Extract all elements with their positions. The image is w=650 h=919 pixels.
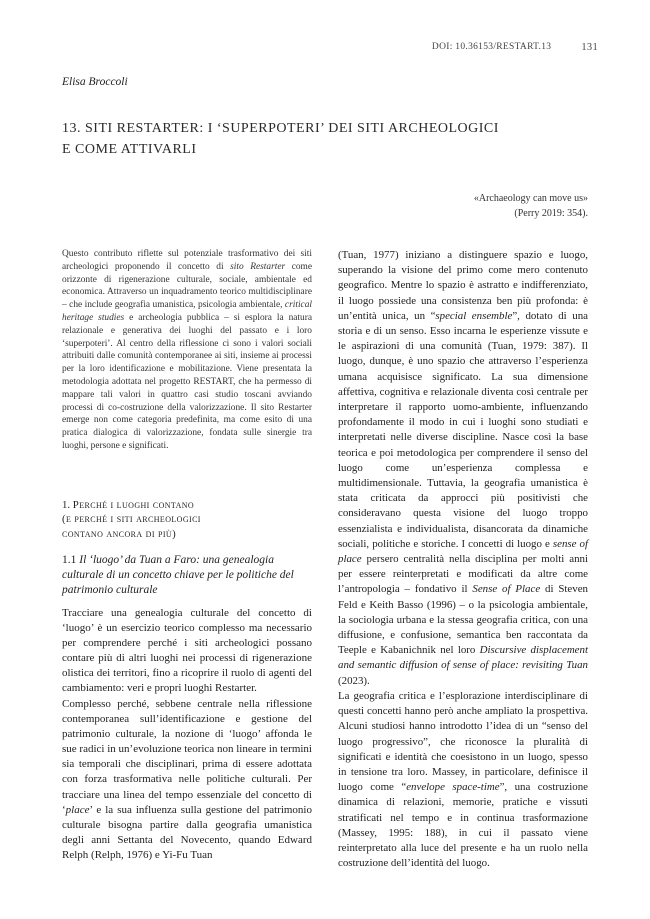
body-text: (2023). — [338, 674, 370, 687]
subsection-number: 1.1 — [62, 554, 80, 567]
body-text: ”, una costruzione dinamica di relazioni, memorie, pratiche e vissuti stratificati nel tempo e in continua trasformazione (Massey, 1995: 188), in cui il passato viene reinterpretato alla luce del presente e ha un ruolo nella costruzione dell’identità del luogo. — [338, 781, 589, 870]
abstract-term: sito Restarter — [230, 261, 286, 272]
body-text: ’ e la sua influenza sulla gestione del patrimonio culturale bisogna partire dalla geografia umanistica degli anni Settanta del Novecento, quando Edward Relph (Relph, 1976) e Yi-Fu Tuan — [62, 803, 312, 862]
subsection-title: Il ‘luogo’ da Tuan a Faro: una genealogia culturale di un concetto chiave per le politiche del patrimonio culturale — [62, 554, 294, 596]
section-heading — [62, 498, 312, 542]
body-term: place — [65, 803, 90, 816]
body-term: Discursive displacement and semantic diffusion of sense of place: revisiting Tuan — [338, 644, 588, 672]
body-text: ”, dotato di una storia e di un senso. Esso incarna le esperienze vissute e le aspirazioni di una comunità (Tuan, 1979: 387). Il luogo, dunque, è uno spazio che attraverso l’esperienza umana acquisisce significato. La sua dimensione affettiva, cognitiva e relazionale diventa così centrale per interpretare il rapporto uomo-ambiente, influenzando profondamente il modo in cui i luoghi sono studiati e interpretati nelle diverse discipline. Nasce così la base teorica e poi metodologica per comprendere il senso del luogo come un’esperienza complessa e multidimensionale. Tuttavia, la geografia umanistica è stata criticata da approcci più positivisti che consideravano questa visione del luogo troppo essenzialista e individualista, disancorata da dinamiche sociali, politiche e storiche. I concetti di luogo e — [338, 309, 588, 550]
subsection-heading — [62, 553, 312, 597]
chapter-title-line2: E COME ATTIVARLI — [62, 142, 197, 157]
epigraph-citation: (Perry 2019: 354). — [514, 208, 588, 219]
abstract-term: critical heritage studies — [62, 300, 312, 323]
body-term: special ensemble — [435, 309, 513, 322]
page-number: 131 — [581, 42, 598, 53]
abstract — [62, 248, 312, 453]
section-title-line: Perché i luoghi contano — [72, 498, 195, 511]
body-text: Complesso perché, sebbene centrale nella riflessione contemporanea sull’identificazione e gestione del patrimonio culturale, la nozione di ‘luogo’ affonda le sue radici in un’evoluzione teorica non lineare in termini sia temporali che disciplinari, prima di essere adottata con forza trasformativa nelle politiche culturali. Per tracciare una linea del tempo essenziale del concetto di ‘ — [62, 697, 312, 816]
abstract-text: e archeologia pubblica – si esplora la natura relazionale e generativa dei luoghi del passato e i loro ‘superpoteri’. Al centro della riflessione ci sono i valori sociali attribuiti dalle comunità contemporanee ai siti, insieme ai processi per la loro identificazione e mobilitazione. Viene presentata la metodologia adottata nel progetto RESTART, che ha permesso di mappare tali valori in quattro casi studio toscani avviando processi di co-costruzione della valorizzazione. Il sito Restarter emerge non come categoria predefinita, ma come esito di una pratica dialogica di valorizzazione, fondata sulle sinergie tra luoghi, persone e significati. — [62, 312, 312, 451]
section-title-line: contano ancora di più) — [62, 527, 177, 540]
left-column — [62, 248, 312, 863]
right-column — [338, 248, 588, 871]
body-text: di Steven Feld e Keith Basso (1996) – o la psicologia ambientale, la sociologia urbana e la stessa geografia critica, con una diffusione, e confusione, semantica ben raccontata da Teeple e Kabanichnik nel loro — [338, 583, 588, 657]
body-paragraph — [338, 689, 588, 871]
body-term: envelope space-time — [406, 781, 500, 794]
running-header — [432, 42, 598, 53]
chapter-title-line1: 13. SITI RESTARTER: I ‘SUPERPOTERI’ DEI SITI ARCHEOLOGICI — [62, 121, 499, 136]
body-text: (Tuan, 1977) iniziano a distinguere spazio e luogo, superando la visione del primo come mero contenuto geografico. Mentre lo spazio è astratto e indifferenziato, il luogo possiede una consistenza ben più profonda: è un’entità unica, un “ — [338, 249, 588, 322]
body-text: persero centralità nella disciplina per molti anni per essere reinterpretati e modificati da altre come l’antropologia – fondativo il — [338, 553, 588, 596]
abstract-text: come orizzonte di rigenerazione culturale, sociale, ambientale ed economica. Attraverso un inquadramento teorico multidisciplinare – che include geografia umanistica, psicologia ambientale, — [62, 261, 312, 311]
epigraph — [474, 191, 588, 221]
abstract-text: Questo contributo riflette sul potenziale trasformativo dei siti archeologici proponendo il concetto di — [62, 249, 312, 272]
section-number: 1. — [62, 498, 73, 511]
body-term: sense of place — [338, 537, 588, 566]
section-title-line: (e perché i siti archeologici — [62, 513, 201, 526]
body-term: Sense of Place — [472, 583, 541, 596]
body-paragraph: Tracciare una genealogia culturale del concetto di ‘luogo’ è un esercizio teorico complesso ma necessario per comprendere perché i siti archeologici possano contare più di altri luoghi nei processi di rigenerazione olistica dei territori, fino a ricoprire il ruolo di agenti del cambiamento: veri e propri luoghi Restarter. — [62, 606, 312, 695]
epigraph-quote: «Archaeology can move us» — [473, 193, 588, 204]
doi-label: DOI: 10.36153/RESTART.13 — [431, 42, 552, 52]
body-paragraph — [338, 248, 588, 689]
body-paragraph — [62, 697, 312, 864]
author-name: Elisa Broccoli — [62, 76, 128, 88]
body-text: La geografia critica e l’esplorazione interdisciplinare di questi concetti hanno però anche ampliato la prospettiva. Alcuni studiosi hanno introdotto l’idea di un “senso del luogo progressivo”, che riconosce la pluralità di significati e identità che coesistono in un luogo, spesso in tensione tra loro. Massey, in particolare, definisce il luogo come “ — [338, 689, 588, 794]
chapter-title — [62, 118, 582, 160]
